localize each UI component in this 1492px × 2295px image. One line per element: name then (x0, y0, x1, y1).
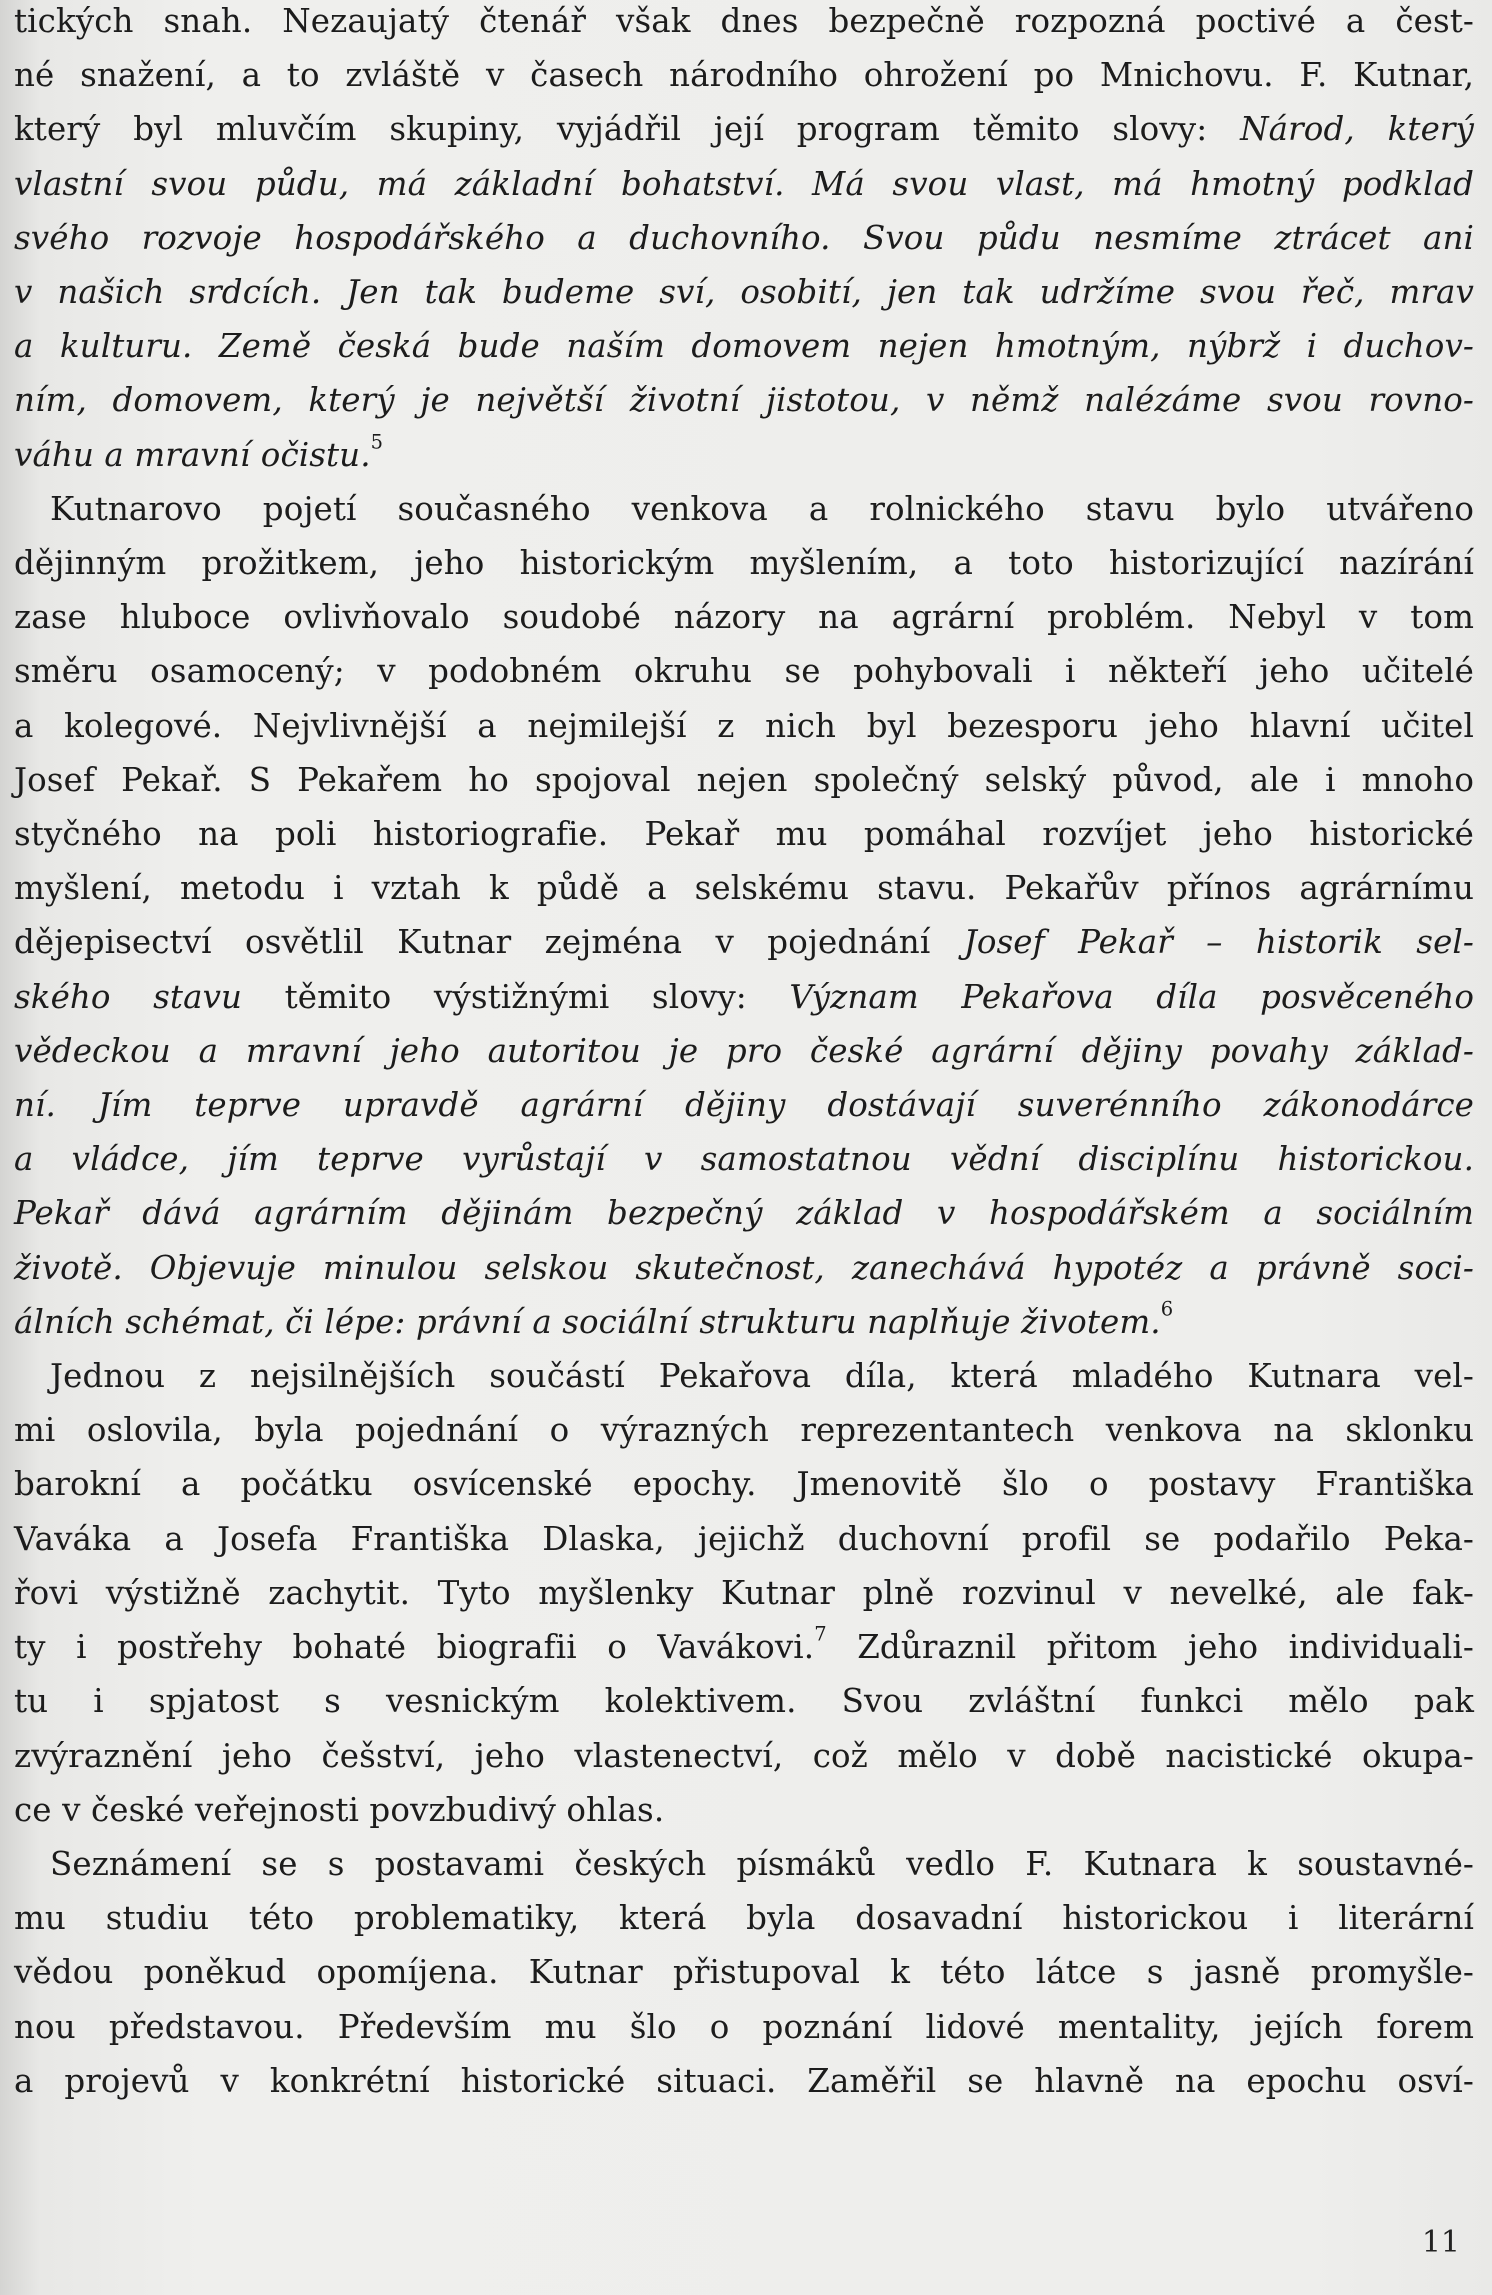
page-body-text (14, 0, 1474, 2108)
text-line (14, 102, 1474, 156)
text-line (14, 644, 1474, 698)
text-line (14, 536, 1474, 590)
text-run: tu i spjatost s vesnickým kolektivem. Svou zvláštní funkci mělo pak (14, 1682, 1474, 1721)
text-line (14, 319, 1474, 373)
text-line (14, 157, 1474, 211)
text-run: dějepisectví osvětlil Kutnar zejména v pojednání (14, 923, 964, 962)
text-line (14, 373, 1474, 427)
text-line (14, 1403, 1474, 1457)
text-run: směru osamocený; v podobném okruhu se pohybovali i někteří jeho učitelé (14, 652, 1474, 691)
text-line (14, 699, 1474, 753)
italic-quote: v našich srdcích. Jen tak budeme sví, osobití, jen tak udržíme svou řeč, mrav (14, 273, 1474, 312)
text-run: zase hluboce ovlivňovalo soudobé názory na agrární problém. Nebyl v tom (14, 598, 1474, 637)
text-line (14, 211, 1474, 265)
italic-quote: Význam Pekařova díla posvěceného (789, 977, 1474, 1016)
text-run: řovi výstižně zachytit. Tyto myšlenky Kutnar plně rozvinul v nevelké, ale fak- (14, 1573, 1474, 1612)
text-line (14, 1024, 1474, 1078)
text-run: a projevů v konkrétní historické situaci. Zaměřil se hlavně na epochu osví- (14, 2061, 1474, 2100)
text-line (14, 1349, 1474, 1403)
text-run: tických snah. Nezaujatý čtenář však dnes bezpečně rozpozná poctivé a čest- (14, 2, 1474, 40)
italic-quote: a kulturu. Země česká bude naším domovem nejen hmotným, nýbrž i duchov- (14, 327, 1474, 366)
text-line (14, 590, 1474, 644)
text-line (14, 1891, 1474, 1945)
italic-quote: vlastní svou půdu, má základní bohatství. Má svou vlast, má hmotný podklad (14, 164, 1474, 203)
text-run: Seznámení se s postavami českých písmáků vedlo F. Kutnara k soustavné- (50, 1844, 1474, 1883)
text-line (14, 807, 1474, 861)
text-line (14, 1078, 1474, 1132)
text-run: Jednou z nejsilnějších součástí Pekařova díla, která mladého Kutnara vel- (50, 1357, 1474, 1396)
text-line (14, 482, 1474, 536)
italic-quote: životě. Objevuje minulou selskou skutečnost, zanechává hypotéz a právně soci- (14, 1248, 1474, 1287)
text-line (14, 265, 1474, 319)
text-line (14, 1512, 1474, 1566)
italic-quote: ním, domovem, který je největší životní jistotou, v němž nalézáme svou rovno- (14, 381, 1474, 420)
text-run: Vaváka a Josefa Františka Dlaska, jejichž duchovní profil se podařilo Peka- (14, 1519, 1474, 1558)
text-run: Josef Pekař. S Pekařem ho spojoval nejen společný selský původ, ale i mnoho (14, 760, 1474, 799)
text-line (14, 1566, 1474, 1620)
text-run: myšlení, metodu i vztah k půdě a selskému stavu. Pekařův přínos agrárnímu (14, 869, 1474, 908)
text-line (14, 0, 1474, 48)
text-run: né snažení, a to zvláště v časech národního ohrožení po Mnichovu. F. Kutnar, (14, 56, 1474, 95)
text-line (14, 915, 1474, 969)
text-run: Kutnarovo pojetí současného venkova a rolnického stavu bylo utvářeno (50, 489, 1474, 528)
footnote-ref: 7 (814, 1622, 827, 1646)
text-run: zvýraznění jeho češství, jeho vlastenectví, což mělo v době nacistické okupa- (14, 1736, 1474, 1775)
text-line (14, 1241, 1474, 1295)
italic-quote: a vládce, jím teprve vyrůstají v samostatnou vědní disciplínu historickou. (14, 1140, 1474, 1179)
text-run: mu studiu této problematiky, která byla dosavadní historickou i literární (14, 1899, 1474, 1938)
text-run: mi oslovila, byla pojednání o výrazných reprezentantech venkova na sklonku (14, 1411, 1474, 1450)
italic-quote: Pekař dává agrárním dějinám bezpečný základ v hospodářském a sociálním (14, 1194, 1474, 1233)
text-line (14, 2000, 1474, 2054)
italic-quote: ského stavu (14, 977, 243, 1016)
footnote-ref: 5 (370, 430, 384, 454)
text-line (14, 1729, 1474, 1783)
text-line (14, 1674, 1474, 1728)
text-run: barokní a počátku osvícenské epochy. Jmenovitě šlo o postavy Františka (14, 1465, 1474, 1504)
text-line (14, 2054, 1474, 2108)
text-line (14, 1620, 1474, 1674)
italic-quote: Josef Pekař – historik sel- (963, 923, 1474, 962)
text-run: ty i postřehy bohaté biografii o Vavákovi. (14, 1628, 815, 1667)
text-run: nou představou. Především mu šlo o poznání lidové mentality, jejích forem (14, 2007, 1474, 2046)
text-line (14, 753, 1474, 807)
text-line (14, 1132, 1474, 1186)
italic-quote: ní. Jím teprve upravdě agrární dějiny dostávají suverénního zákonodárce (14, 1086, 1474, 1125)
text-run: Zdůraznil přitom jeho individuali- (826, 1628, 1474, 1667)
text-run: vědou poněkud opomíjena. Kutnar přistupoval k této látce s jasně promyšle- (14, 1953, 1474, 1992)
text-run: těmito výstižnými slovy: (242, 977, 790, 1016)
text-line (14, 970, 1474, 1024)
text-line (14, 1783, 1474, 1837)
text-line (14, 1186, 1474, 1240)
italic-quote: álních schémat, či lépe: právní a sociální strukturu naplňuje životem. (14, 1302, 1161, 1341)
text-run: který byl mluvčím skupiny, vyjádřil její program těmito slovy: (14, 110, 1241, 149)
footnote-ref: 6 (1160, 1297, 1174, 1321)
text-line (14, 1295, 1474, 1349)
italic-quote: svého rozvoje hospodářského a duchovního. Svou půdu nesmíme ztrácet ani (14, 218, 1474, 257)
text-run: dějinným prožitkem, jeho historickým myšlením, a toto historizující nazírání (14, 544, 1474, 583)
italic-quote: vědeckou a mravní jeho autoritou je pro české agrární dějiny povahy základ- (14, 1031, 1474, 1070)
italic-quote: váhu a mravní očistu. (14, 435, 371, 474)
text-line (14, 48, 1474, 102)
text-line (14, 861, 1474, 915)
text-line (14, 1945, 1474, 1999)
text-run: a kolegové. Nejvlivnější a nejmilejší z nich byl bezesporu jeho hlavní učitel (14, 706, 1474, 745)
text-run: ce v české veřejnosti povzbudivý ohlas. (14, 1790, 665, 1829)
text-line (14, 1457, 1474, 1511)
italic-quote: Národ, který (1240, 110, 1475, 149)
text-line (14, 428, 1474, 482)
text-run: styčného na poli historiografie. Pekař mu pomáhal rozvíjet jeho historické (14, 815, 1474, 854)
text-line (14, 1837, 1474, 1891)
page-number: 11 (1421, 2225, 1460, 2260)
